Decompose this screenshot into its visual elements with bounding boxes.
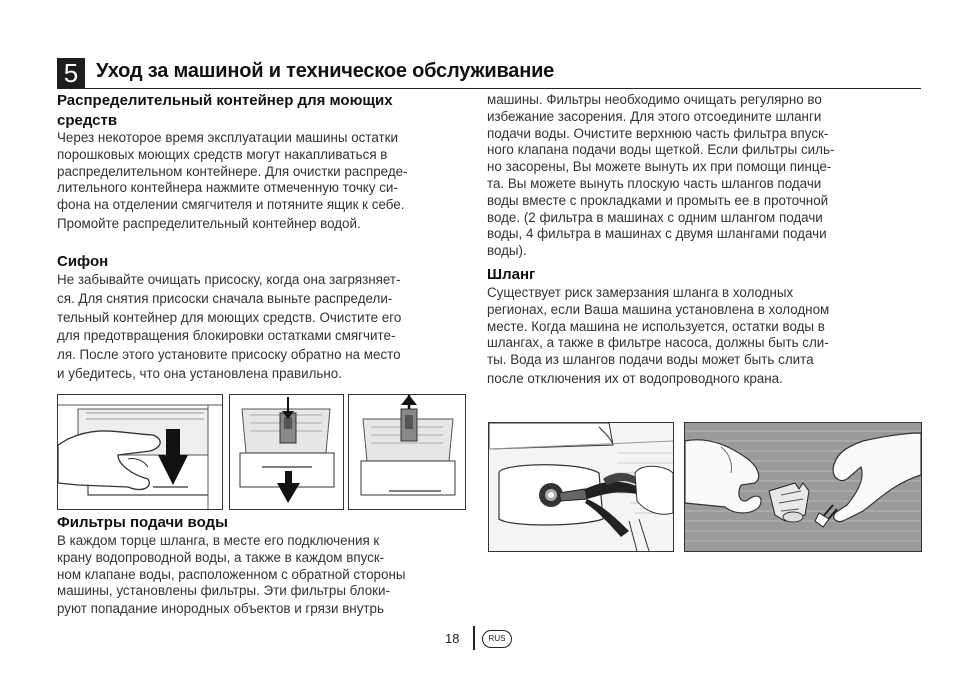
- dispenser-body: [57, 130, 467, 233]
- text-line: В каждом торце шланга, в месте его подключения к: [57, 533, 380, 548]
- text-line: воды).: [487, 243, 527, 259]
- text-line: порошковых моющих средств могут накапливаться в: [57, 146, 388, 162]
- footer-divider: [473, 626, 475, 650]
- filters-heading: Фильтры подачи воды: [57, 514, 228, 531]
- text-line: машины, установлены фильтры. Эти фильтры блоки-: [57, 583, 390, 599]
- text-line: регионах, если Ваша машина установлена в холодном: [487, 301, 830, 317]
- siphon-heading: Сифон: [57, 253, 109, 270]
- dispenser-heading-line1: Распределительный контейнер для моющих: [57, 92, 393, 109]
- chapter-number: 5: [57, 58, 85, 88]
- text-line: Промойте распределительный контейнер водой.: [57, 215, 361, 231]
- figure-valve-filter: [488, 422, 674, 552]
- text-line: и убедитесь, что она установлена правильно.: [57, 365, 342, 381]
- section-supply-filters: [57, 513, 467, 618]
- text-line: для предотвращения блокировки остатками смягчите-: [57, 328, 396, 344]
- section-dispenser: [57, 91, 467, 233]
- text-line: та. Вы можете вынуть плоскую часть шлангов подачи: [487, 175, 822, 191]
- text-line: Не забывайте очищать присоску, когда она загрязняет-: [57, 272, 401, 287]
- filters-body: [57, 533, 467, 618]
- valve-filter-illustration: [489, 423, 673, 551]
- title-divider: [57, 88, 921, 89]
- text-line: шлангах, а также в фильтре насоса, должны быть сли-: [487, 335, 829, 351]
- filter-cleaning-illustration: [685, 423, 921, 551]
- page-number: 18: [445, 631, 460, 646]
- text-line: ном клапане воды, расположенном с обратной стороны: [57, 566, 406, 582]
- text-line: ля. После этого установите присоску обратно на место: [57, 347, 401, 363]
- text-line: но засорены, Вы можете вынуть их при помощи пинце-: [487, 159, 832, 175]
- text-line: ного клапана подачи воды щеткой. Если фильтры силь-: [487, 142, 835, 158]
- dispenser-heading-line2: средств: [57, 112, 118, 129]
- text-line: воды вместе с прокладками и промыть ее в проточной: [487, 192, 829, 208]
- text-line: машины. Фильтры необходимо очищать регулярно во: [487, 92, 822, 107]
- section-hose: [487, 265, 892, 388]
- figure-filter-cleaning: [684, 422, 922, 552]
- siphon-body: [57, 272, 467, 383]
- text-line: месте. Когда машина не используется, остатки воды в: [487, 318, 825, 334]
- text-line: крану водопроводной воды, а также в каждом впуск-: [57, 549, 385, 565]
- text-line: тельный контейнер для моющих средств. Очистите его: [57, 309, 402, 325]
- text-line: ты. Вода из шлангов подачи воды может быть слита: [487, 352, 814, 368]
- text-line: руют попадание инородных объектов и грязи внутрь: [57, 601, 384, 617]
- text-line: лительного контейнера нажмите отмеченную точку си-: [57, 180, 398, 196]
- text-line: воды, 4 фильтра в машинах с двумя шлангами подачи: [487, 226, 827, 242]
- page-title: Уход за машиной и техническое обслуживание: [96, 60, 555, 82]
- figure-drawer-removal: [57, 394, 223, 510]
- text-line: Существует риск замерзания шланга в холодных: [487, 285, 794, 300]
- siphon-press-illustration: [230, 395, 343, 509]
- text-line: после отключения их от водопроводного крана.: [487, 370, 783, 386]
- hose-heading: Шланг: [487, 266, 536, 283]
- figure-siphon-press: [229, 394, 344, 510]
- text-line: Через некоторое время эксплуатации машины остатки: [57, 130, 398, 145]
- hose-body: [487, 285, 892, 388]
- language-badge: RUS: [482, 630, 512, 648]
- section-filters-continued: [487, 92, 892, 260]
- filters-continued-body: [487, 92, 892, 260]
- text-line: ся. Для снятия присоски сначала выньте распредели-: [57, 290, 393, 306]
- section-siphon: [57, 252, 467, 383]
- text-line: воде. (2 фильтра в машинах с одним шлангом подачи: [487, 209, 823, 225]
- text-line: избежание засорения. Для этого отсоедините шланги: [487, 108, 822, 124]
- text-line: подачи воды. Очистите верхнюю часть фильтра впуск-: [487, 125, 829, 141]
- text-line: распределительном контейнере. Для очистки распреде-: [57, 163, 408, 179]
- text-line: фона на отделении смягчителя и потяните ящик к себе.: [57, 197, 405, 213]
- drawer-removal-illustration: [58, 395, 222, 509]
- figure-siphon-removal: [348, 394, 466, 510]
- siphon-removal-illustration: [349, 395, 465, 509]
